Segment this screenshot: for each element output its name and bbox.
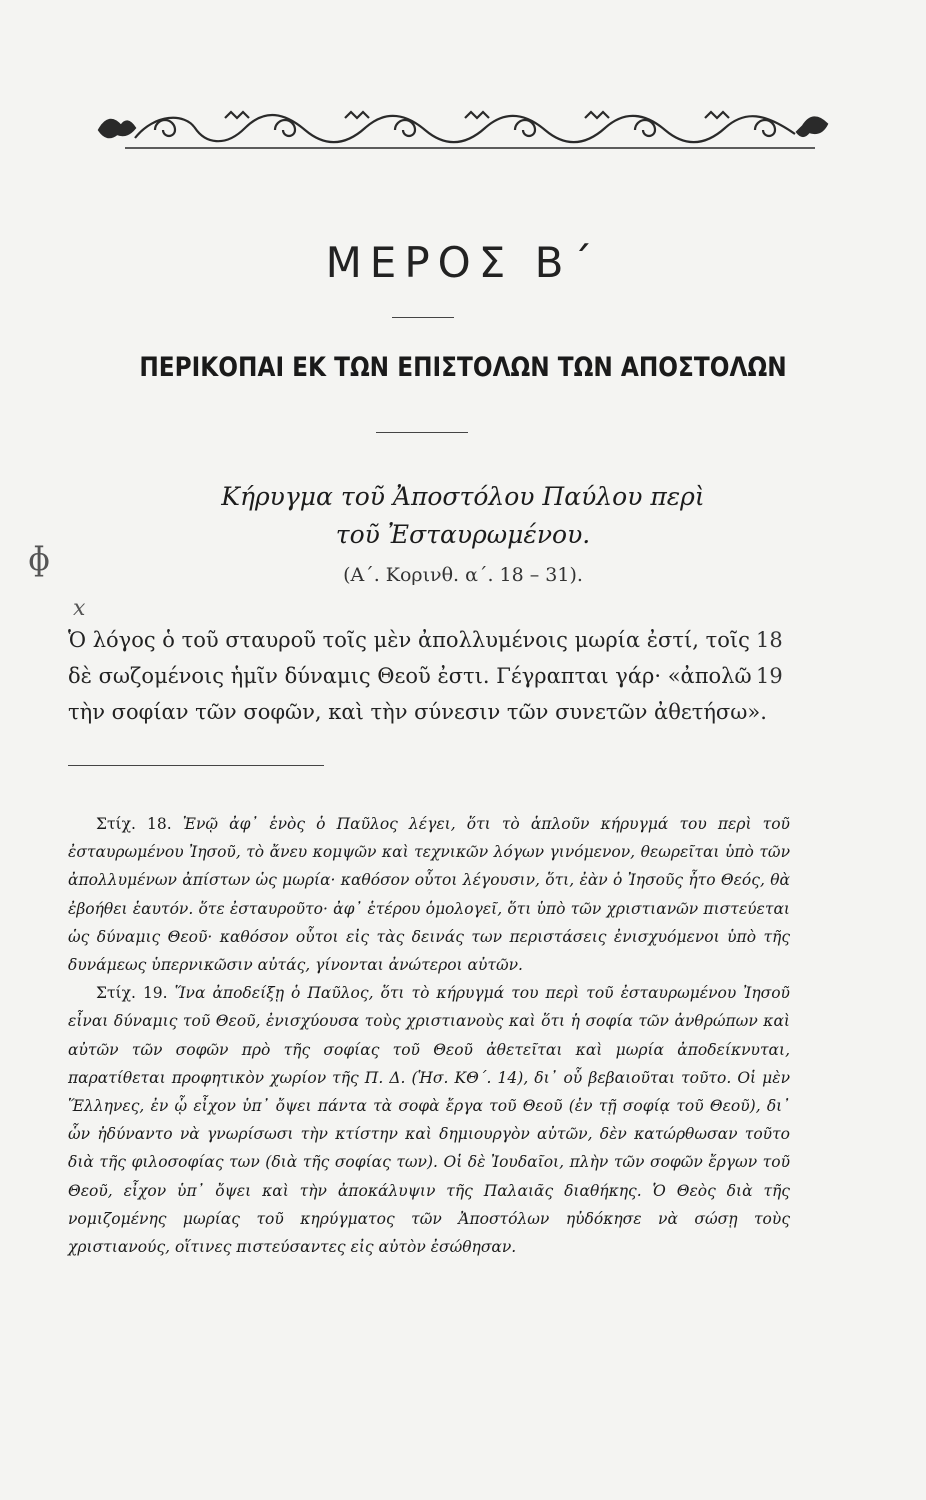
ornament-left-flower bbox=[99, 120, 135, 137]
scripture-line: τὴν σοφίαν τῶν σοφῶν, καὶ τὴν σύνεσιν τῶν συνετῶν ἀθετήσω». bbox=[68, 700, 767, 724]
margin-handwritten-cross: x bbox=[73, 596, 86, 621]
margin-handwritten-mark: ɸ bbox=[28, 540, 51, 578]
ornament-scroll-row bbox=[135, 115, 795, 142]
commentary-notes bbox=[68, 810, 790, 1261]
scripture-line: δὲ σωζομένοις ἡμῖν δύναμις Θεοῦ ἐστι. Γέγραπται γάρ· «ἀπολῶ bbox=[68, 664, 752, 688]
note-text: Ἐνῷ ἀφ᾽ ἑνὸς ὁ Παῦλος λέγει, ὅτι τὸ ἁπλοῦν κήρυγμά του περὶ τοῦ ἐσταυρωμένου Ἰησοῦ, τὸ ἄνευ κομψῶν καὶ τεχνικῶν λόγων γινόμενον, θεωρεῖται ὑπὸ τῶν ἀπολλυμένων ἀπίστων ὡς μωρία· καθόσον οὗτοι λέγουσιν, ὅτι, ἐὰν ὁ Ἰησοῦς ἦτο Θεός, θὰ ἐβοήθει ἑαυτόν. ὅτε ἐσταυροῦτο· ἀφ᾽ ἑτέρου ὁμολογεῖ, ὅτι ὑπὸ τῶν χριστιανῶν πιστεύεται ὡς δύναμις Θεοῦ· καθόσον οὗτοι εἰς τὰς δεινάς των περιστάσεις ἐνισχυόμενοι ὑπὸ τῆς δυνάμεως ὑπερνικῶσιν αὐτάς, γίνονται ἀνώτεροι αὐτῶν. bbox=[68, 815, 790, 975]
scripture-line: Ὁ λόγος ὁ τοῦ σταυροῦ τοῖς μὲν ἀπολλυμένοις μωρία ἐστί, τοῖς bbox=[68, 628, 750, 652]
main-title: ΠΕΡΙΚΟΠΑΙ ΕΚ ΤΩΝ ΕΠΙΣΤΟΛΩΝ ΤΩΝ ΑΠΟΣΤΟΛΩΝ bbox=[139, 352, 787, 383]
divider-top bbox=[392, 317, 454, 318]
part-heading: ΜΕΡΟΣ Β΄ bbox=[325, 238, 601, 287]
scripture-reference: (Α΄. Κορινθ. α΄. 18 – 31). bbox=[343, 564, 583, 586]
note-label: Στίχ. 19. bbox=[96, 984, 168, 1003]
divider-middle bbox=[376, 432, 468, 433]
note-text: Ἵνα ἀποδείξῃ ὁ Παῦλος, ὅτι τὸ κήρυγμά του περὶ τοῦ ἐσταυρωμένου Ἰησοῦ εἶναι δύναμις τοῦ Θεοῦ, ἐνισχύουσα τοὺς χριστιανοὺς καὶ ὅτι ἡ σοφία τῶν ἀνθρώπων καὶ αὐτῶν τῶν σοφῶν πρὸ τῆς σοφίας τοῦ Θεοῦ ἀθετεῖται καὶ μωρία ἀποδείκνυται, παρατίθεται προφητικὸν χωρίον τῆς Π. Δ. (Ἡσ. ΚΘ΄. 14), δι᾽ οὗ βεβαιοῦται τοῦτο. Οἱ μὲν Ἕλληνες, ἐν ᾧ εἶχον ὑπ᾽ ὄψει πάντα τὰ σοφὰ ἔργα τοῦ Θεοῦ (ἐν τῇ σοφίᾳ τοῦ Θεοῦ), δι᾽ ὧν ἠδύναντο νὰ γνωρίσωσι τὴν κτίστην καὶ δημιουργὸν αὐτῶν, δὲν κατώρθωσαν τοῦτο διὰ τῆς φιλοσοφίας των (διὰ τῆς σοφίας των). Οἱ δὲ Ἰουδαῖοι, πλὴν τῶν σοφῶν ἔργων τοῦ Θεοῦ, εἶχον ὑπ᾽ ὄψει καὶ τὴν ἀποκάλυψιν τῆς Παλαιᾶς διαθήκης. Ὁ Θεὸς διὰ τῆς νομιζομένης μωρίας τοῦ κηρύγματος τῶν Ἀποστόλων ηὐδόκησε νὰ σώσῃ τοὺς χριστιανούς, οἵτινες πιστεύσαντες εἰς αὐτὸν ἐσώθησαν. bbox=[68, 984, 790, 1257]
note-verse-19 bbox=[68, 979, 790, 1261]
divider-footnote bbox=[68, 765, 324, 766]
note-label: Στίχ. 18. bbox=[96, 815, 172, 833]
sermon-title bbox=[0, 478, 926, 554]
sermon-title-line1: Κήρυγμα τοῦ Ἀποστόλου Παύλου περὶ bbox=[221, 482, 705, 511]
verse-number: 18 bbox=[756, 628, 783, 652]
ornament-right-flower bbox=[797, 117, 827, 136]
note-verse-18 bbox=[68, 810, 790, 979]
sermon-title-line2: τοῦ Ἐσταυρωμένου. bbox=[335, 520, 591, 549]
verse-number: 19 bbox=[756, 664, 783, 688]
decorative-ornament-band bbox=[95, 108, 835, 158]
